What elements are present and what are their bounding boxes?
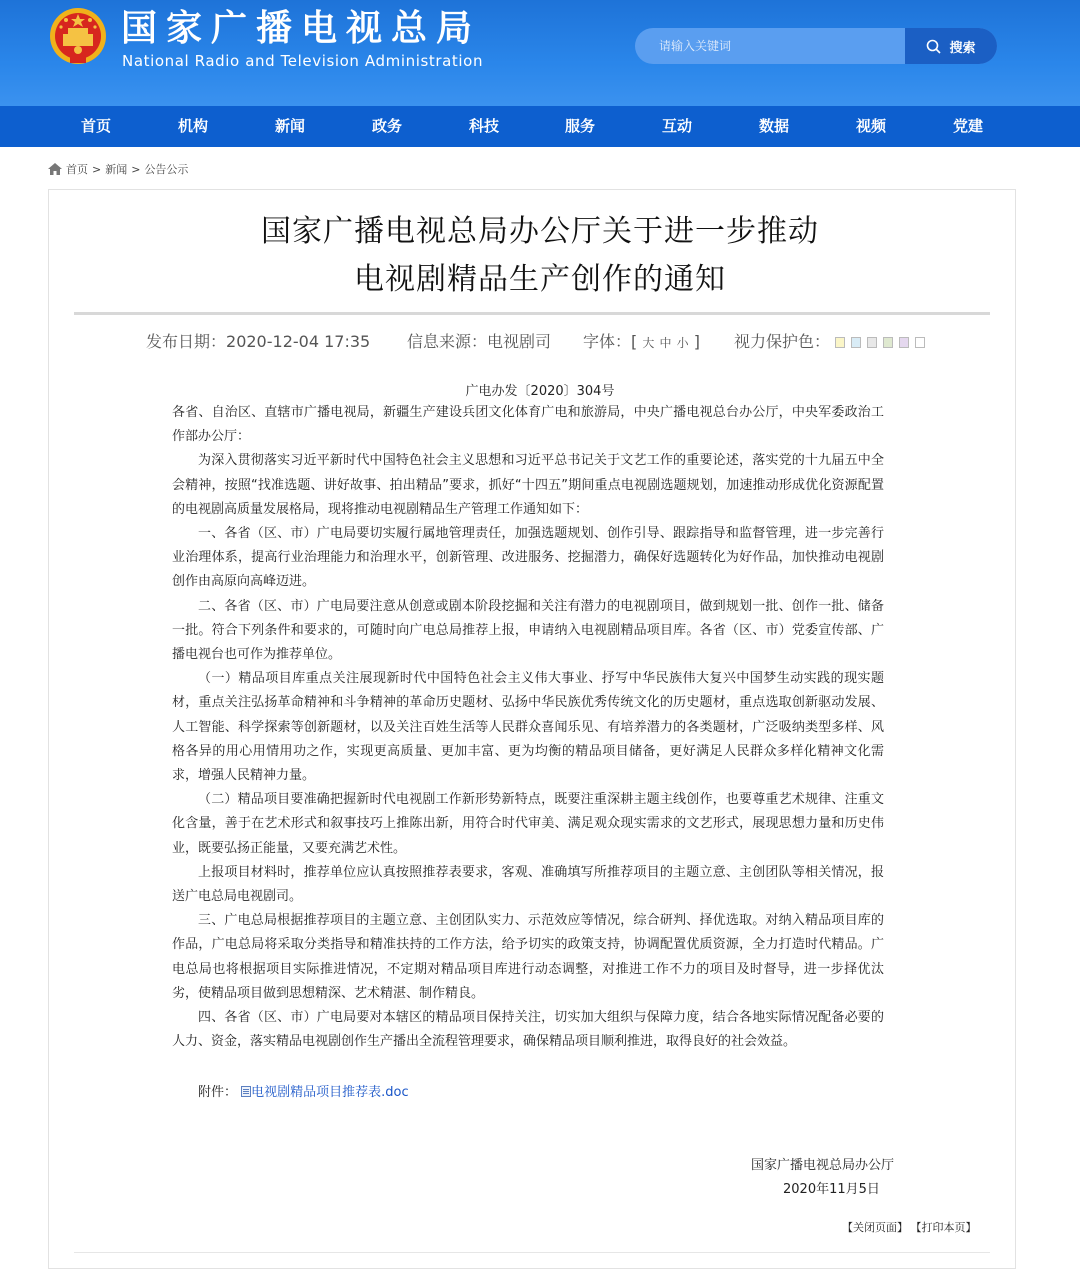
font-size-bracket-open: [ xyxy=(631,332,638,351)
nav-item-services[interactable]: 服务 xyxy=(564,117,596,135)
breadcrumb-current[interactable]: 公告公示 xyxy=(144,163,189,176)
font-size-large[interactable]: 大 xyxy=(642,336,655,350)
info-source-value: 电视剧司 xyxy=(487,332,552,351)
signature-organization: 国家广播电视总局办公厅 xyxy=(751,1158,895,1173)
nav-item-organization[interactable]: 机构 xyxy=(177,117,209,135)
article-body xyxy=(172,401,884,1054)
search-input[interactable] xyxy=(635,28,903,64)
paragraph: 上报项目材料时，推荐单位应认真按照推荐表要求，客观、准确填写所推荐项目的主题立意、主创团队等相关情况，报送广电总局电视剧司。 xyxy=(172,864,884,905)
eye-protection-label: 视力保护色： xyxy=(734,332,831,351)
close-page-button[interactable]: 【关闭页面】 xyxy=(842,1221,908,1234)
eye-protection-swatch[interactable] xyxy=(835,337,845,348)
eye-protection-swatch[interactable] xyxy=(899,337,909,348)
attachment-link[interactable] xyxy=(241,1085,409,1100)
paragraph: 三、广电总局根据推荐项目的主题立意、主创团队实力、示范效应等情况，综合研判、择优选取。对纳入精品项目库的作品，广电总局将采取分类指导和精准扶持的工作方法，给予切实的政策支持，协调配置优质资源，全力打造时代精品。广电总局也将根据项目实际推进情况，不定期对精品项目库进行动态调整，对推进工作不力的项目及时督导，进一步择优汰劣，使精品项目做到思想精深、艺术精湛、制作精良。 xyxy=(172,913,884,1001)
attachment xyxy=(198,1081,409,1100)
eye-protection-swatches xyxy=(835,332,931,351)
eye-protection-swatch[interactable] xyxy=(851,337,861,348)
nav-item-interaction[interactable]: 互动 xyxy=(661,117,693,135)
site-title[interactable]: 国家广播电视总局 xyxy=(121,7,482,49)
paragraph: 为深入贯彻落实习近平新时代中国特色社会主义思想和习近平总书记关于文艺工作的重要论述，落实党的十九届五中全会精神，按照“找准选题、讲好故事、拍出精品”要求，抓好“十四五”期间重点电视剧选题规划，加速推动形成优化资源配置的电视剧高质量发展格局，现将推动电视剧精品生产管理工作通知如下： xyxy=(172,453,884,517)
article-title-line-1: 国家广播电视总局办公厅关于进一步推动 xyxy=(261,214,819,249)
nav-item-news[interactable]: 新闻 xyxy=(274,117,306,135)
eye-protection-control xyxy=(734,332,931,352)
main-nav xyxy=(0,106,1080,147)
nav-item-technology[interactable]: 科技 xyxy=(468,117,500,135)
breadcrumb-separator: > xyxy=(92,162,102,176)
search-button[interactable] xyxy=(905,28,997,64)
search-icon xyxy=(926,39,941,54)
nav-item-party-building[interactable]: 党建 xyxy=(952,117,984,135)
paragraph: 二、各省（区、市）广电局要注意从创意或剧本阶段挖掘和关注有潜力的电视剧项目，做到规划一批、创作一批、储备一批。符合下列条件和要求的，可随时向广电总局推荐上报，申请纳入电视剧精品项目库。各省（区、市）党委宣传部、广播电视台也可作为推荐单位。 xyxy=(172,598,884,663)
font-size-label: 字体： xyxy=(583,332,632,351)
breadcrumb-home[interactable]: 首页 xyxy=(66,163,88,176)
site-subtitle: National Radio and Television Administration xyxy=(122,52,484,70)
attachment-label: 附件： xyxy=(198,1085,238,1100)
font-size-medium[interactable]: 中 xyxy=(659,336,672,350)
search-button-label: 搜索 xyxy=(949,40,976,56)
document-number: 广电办发〔2020〕304号 xyxy=(465,384,615,399)
breadcrumb xyxy=(48,161,188,177)
publish-date-label: 发布日期： xyxy=(146,332,227,351)
info-source xyxy=(407,332,551,352)
bottom-divider xyxy=(74,1252,990,1253)
attachment-name: 电视剧精品项目推荐表.doc xyxy=(251,1085,409,1100)
salutation: 各省、自治区、直辖市广播电视局，新疆生产建设兵团文化体育广电和旅游局，中央广播电视总台办公厅，中央军委政治工作部办公厅： xyxy=(172,405,884,445)
nav-item-data[interactable]: 数据 xyxy=(758,117,790,135)
eye-protection-swatch[interactable] xyxy=(915,337,925,348)
footer-links xyxy=(842,1219,985,1235)
document-icon xyxy=(241,1086,251,1097)
font-size-bracket-close: ] xyxy=(693,332,700,351)
paragraph: 一、各省（区、市）广电局要切实履行属地管理责任，加强选题规划、创作引导、跟踪指导和监督管理，进一步完善行业治理体系，提高行业治理能力和治理水平，创新管理、改进服务、挖掘潜力，确保好选题转化为好作品，加快推动电视剧创作由高原向高峰迈进。 xyxy=(172,526,884,590)
nav-item-government-affairs[interactable]: 政务 xyxy=(371,117,403,135)
font-size-small[interactable]: 小 xyxy=(676,336,689,350)
national-emblem-icon[interactable] xyxy=(48,6,108,68)
info-source-label: 信息来源： xyxy=(407,332,488,351)
publish-date-value: 2020-12-04 17:35 xyxy=(226,332,371,351)
paragraph: 四、各省（区、市）广电局要对本辖区的精品项目保持关注，切实加大组织与保障力度，结合各地实际情况配备必要的人力、资金，落实精品电视剧创作生产播出全流程管理要求，确保精品项目顺利推进，取得良好的社会效益。 xyxy=(172,1010,884,1050)
breadcrumb-separator: > xyxy=(131,162,141,176)
site-header xyxy=(0,0,1080,106)
paragraph: （二）精品项目要准确把握新时代电视剧工作新形势新特点，既要注重深耕主题主线创作，也要尊重艺术规律、注重文化含量，善于在艺术形式和叙事技巧上推陈出新，用符合时代审美、满足观众现实需求的文艺形式，展现思想力量和历史伟业，既要弘扬正能量，又要充满艺术性。 xyxy=(172,792,884,856)
title-divider xyxy=(74,312,990,315)
nav-item-video[interactable]: 视频 xyxy=(855,117,887,135)
print-page-button[interactable]: 【打印本页】 xyxy=(916,1221,977,1234)
publish-date xyxy=(146,332,370,352)
nav-item-home[interactable]: 首页 xyxy=(80,117,112,135)
home-icon xyxy=(48,163,62,175)
eye-protection-swatch[interactable] xyxy=(867,337,877,348)
eye-protection-swatch[interactable] xyxy=(883,337,893,348)
breadcrumb-news[interactable]: 新闻 xyxy=(105,163,128,176)
font-size-control xyxy=(583,332,700,353)
signature-date: 2020年11月5日 xyxy=(783,1182,880,1197)
paragraph: （一）精品项目库重点关注展现新时代中国特色社会主义伟大事业、抒写中华民族伟大复兴中国梦生动实践的现实题材，重点关注弘扬革命精神和斗争精神的革命历史题材、弘扬中华民族优秀传统文化的历史题材，重点选取创新驱动发展、人工智能、科学探索等创新题材，以及关注百姓生活等人民群众喜闻乐见、有培养潜力的各类题材，广泛吸纳类型多样、风格各异的用心用情用功之作，实现更高质量、更加丰富、更为均衡的精品项目储备，更好满足人民群众多样化精神文化需求，增强人民精神力量。 xyxy=(172,671,884,784)
article-title-line-2: 电视剧精品生产创作的通知 xyxy=(354,262,726,297)
